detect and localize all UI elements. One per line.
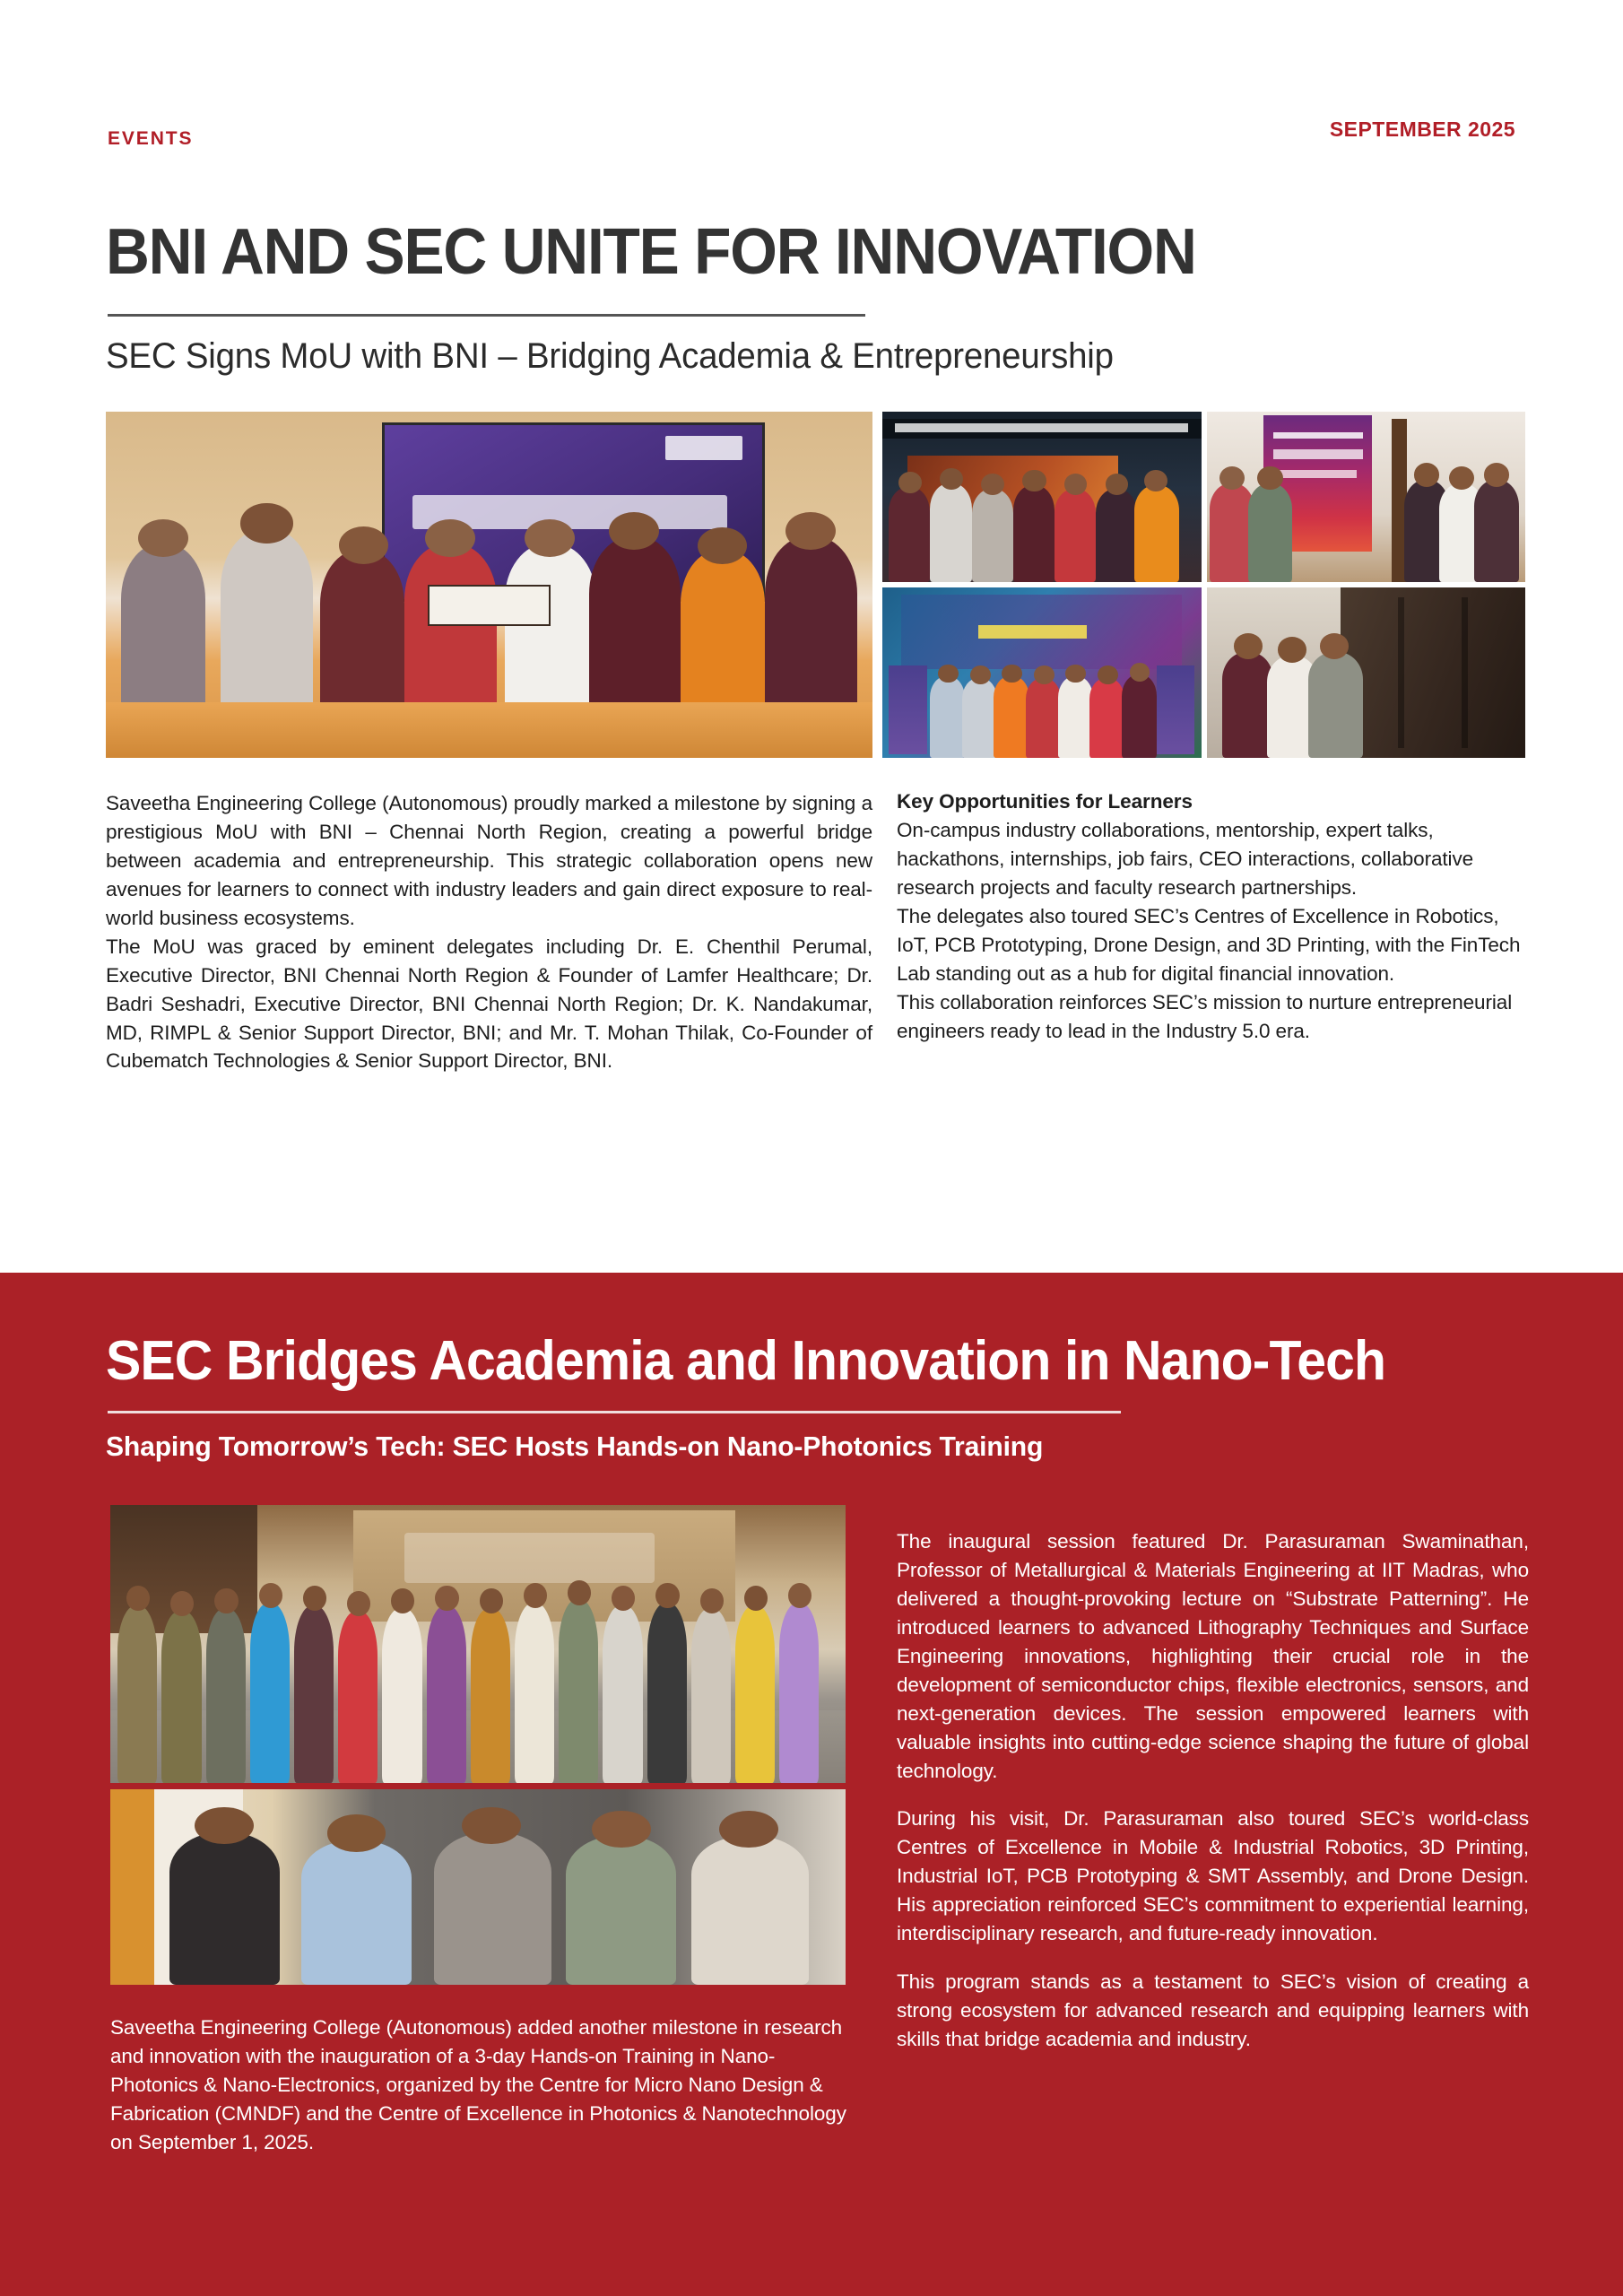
paragraph: The delegates also toured SEC’s Centres of Excellence in Robotics, IoT, PCB Prototyping, Drone Design, and 3D Printing, with the FinTech Lab standing out as a hub for digital financial innovation. xyxy=(897,904,1521,985)
paragraph: This collaboration reinforces SEC’s mission to nurture entrepreneurial engineers ready to lead in the Industry 5.0 era. xyxy=(897,990,1513,1042)
paragraph: The MoU was graced by eminent delegates including Dr. E. Chenthil Perumal, Executive Director, BNI Chennai North Region & Founder of Lamfer Healthcare; Dr. Badri Seshadri, Executive Director, BNI Chennai North Region; Dr. K. Nandakumar, MD, RIMPL & Senior Support Director, BNI; and Mr. T. Mohan Thilak, Co-Founder of Cubematch Technologies & Senior Support Director, BNI. xyxy=(106,935,872,1073)
article-one-left-column xyxy=(106,789,872,1075)
key-opportunities-heading: Key Opportunities for Learners xyxy=(897,790,1193,813)
photo-mou-signing xyxy=(106,412,872,758)
photo-training-group xyxy=(110,1505,846,1783)
headline-divider xyxy=(108,314,865,317)
photo-dignitaries xyxy=(110,1789,846,1985)
paragraph: Saveetha Engineering College (Autonomous) proudly marked a milestone by signing a prestigious MoU with BNI – Chennai North Region, creating a powerful bridge between academia and entrepreneurship. This strategic collaboration opens new avenues for learners to connect with industry leaders and gain direct exposure to real-world business ecosystems. xyxy=(106,792,872,929)
article-one-right-column xyxy=(897,787,1524,1045)
article-one-subhead: SEC Signs MoU with BNI – Bridging Academia & Entrepreneurship xyxy=(106,336,1114,376)
article-two-headline: SEC Bridges Academia and Innovation in Nano-Tech xyxy=(106,1330,1386,1392)
section-kicker: EVENTS xyxy=(108,128,194,149)
photo-fintech-ticker xyxy=(882,412,1202,582)
article-two-divider xyxy=(108,1411,1121,1413)
photo-server-room xyxy=(1207,587,1526,758)
paragraph: Saveetha Engineering College (Autonomous) added another milestone in research and innovation with the inauguration of a 3-day Hands-on Training in Nano-Photonics & Nano-Electronics, organized by the Centre for Micro Nano Design & Fabrication (CMNDF) and the Centre of Excellence in Photonics & Nanotechnology on September 1, 2025. xyxy=(110,2016,846,2153)
paragraph: On-campus industry collaborations, mentorship, expert talks, hackathons, internships, job fairs, CEO interactions, collaborative research projects and faculty research partnerships. xyxy=(897,818,1474,899)
paragraph: During his visit, Dr. Parasuraman also toured SEC’s world-class Centres of Excellence in Mobile & Industrial Robotics, 3D Printing, Industrial IoT, PCB Prototyping & SMT Assembly, and Drone Design. His appreciation reinforced SEC’s commitment to experiential learning, interdisciplinary research, and future-ready innovation. xyxy=(897,1807,1529,1945)
article-two-left-caption xyxy=(110,2013,859,2157)
article-one-headline: BNI AND SEC UNITE FOR INNOVATION xyxy=(106,216,1196,288)
paragraph: The inaugural session featured Dr. Parasuraman Swaminathan, Professor of Metallurgical & Materials Engineering at IIT Madras, who delivered a thought-provoking lecture on “Substrate Patterning”. He introduced learners to advanced Lithography Techniques and Surface Engineering innovations, highlighting their crucial role in the development of semiconductor chips, flexible electronics, sensors, and next-generation devices. The session empowered learners with valuable insights into cutting-edge science shaping the future of global technology. xyxy=(897,1530,1529,1782)
article-two-right-column xyxy=(897,1527,1529,2054)
article-two-subhead: Shaping Tomorrow’s Tech: SEC Hosts Hands-on Nano-Photonics Training xyxy=(106,1431,1044,1462)
article-one-photo-collage xyxy=(106,412,1525,758)
article-two-photo-collage xyxy=(110,1505,846,1985)
photo-grid xyxy=(882,412,1525,758)
photo-industry-inauguration xyxy=(882,587,1202,758)
paragraph: This program stands as a testament to SEC’s vision of creating a strong ecosystem for advanced research and equipping learners with skills that bridge academia and industry. xyxy=(897,1970,1529,2050)
issue-date: SEPTEMBER 2025 xyxy=(1329,117,1515,141)
photo-nvidia-banner xyxy=(1207,412,1526,582)
